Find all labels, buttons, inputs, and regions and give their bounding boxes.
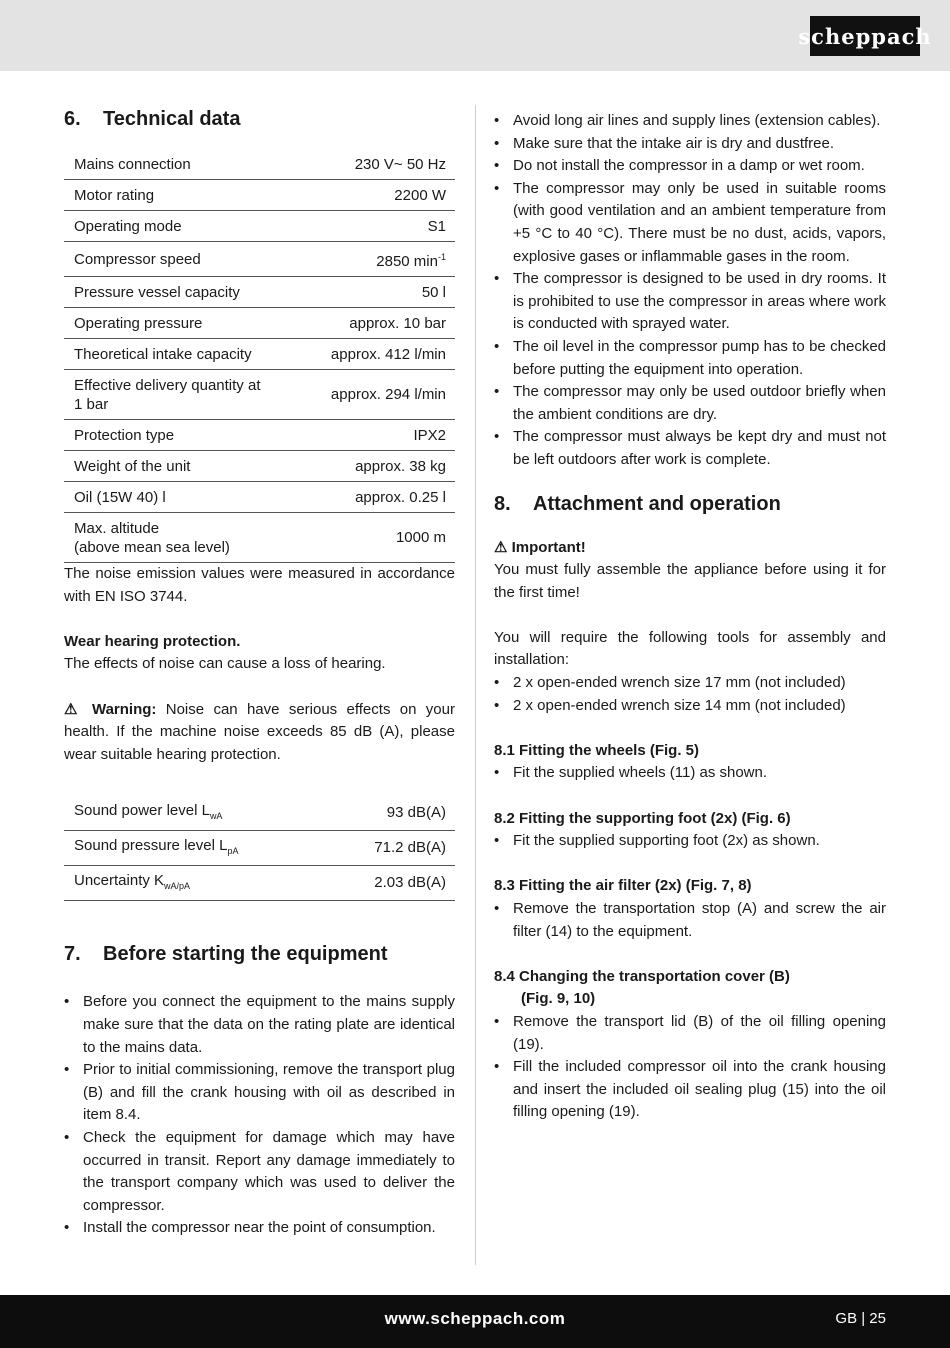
technical-data-table — [64, 149, 455, 563]
list-item: • 2 x open-ended wrench size 17 mm (not included) — [494, 672, 886, 695]
table-row: Sound pressure level $L_{pA}$ 71.2 dB(A) — [64, 831, 455, 866]
warning-icon: ⚠ — [64, 700, 83, 718]
table-row: Max. altitude (above mean sea level) 1000 m — [64, 513, 455, 563]
important-text: You must fully assemble the appliance before using it for the first time! — [494, 561, 886, 601]
table-row: Operating mode S1 — [64, 211, 455, 242]
noise-table — [64, 796, 455, 901]
table-row: Compressor speed 2850 $\min^{-1}$ — [64, 242, 455, 277]
footer-bar — [0, 1295, 950, 1348]
list-item: • 2 x open-ended wrench size 14 mm (not included) — [494, 695, 886, 718]
noise-warning: ⚠ Warning: Noise can have serious effects on your health. If the machine noise exceeds 85 dB (A), please wear suitable hearing protection. — [64, 700, 455, 763]
hearing-protection-title: Wear hearing protection. — [64, 632, 241, 650]
section-8-heading: 8. Attachment and operation — [494, 492, 781, 515]
column-divider — [475, 105, 476, 1265]
list-item: • Before you connect the equipment to the mains supply make sure that the data on the rating plate are identical to the mains data. — [64, 991, 455, 1059]
subsection-8-2-title: 8.2 Fitting the supporting foot (2x) (Fig. 6) — [494, 809, 791, 827]
table-row: Motor rating 2200 W — [64, 180, 455, 211]
list-item: • Avoid long air lines and supply lines (extension cables). — [494, 110, 886, 133]
list-item: • Remove the transport lid (B) of the oil filling opening (19). — [494, 1011, 886, 1056]
page-number: GB | 25 — [835, 1310, 886, 1327]
list-item: • The oil level in the compressor pump has to be checked before putting the equipment into operation. — [494, 336, 886, 381]
tools-intro: You will require the following tools for assembly and installation: — [494, 628, 886, 669]
right-column — [494, 110, 886, 1124]
table-row: Operating pressure approx. 10 bar — [64, 308, 455, 339]
table-row: Effective delivery quantity at 1 bar approx. 294 l/min — [64, 370, 455, 420]
list-item: • Install the compressor near the point of consumption. — [64, 1217, 455, 1240]
important-title: ⚠ Important! — [494, 538, 586, 556]
table-row: Protection type IPX2 — [64, 420, 455, 451]
hearing-protection-text: The effects of noise can cause a loss of hearing. — [64, 655, 386, 673]
list-item: • The compressor is designed to be used in dry rooms. It is prohibited to use the compressor in areas where work is conducted with sprayed water. — [494, 268, 886, 336]
brand-logo: scheppach — [810, 16, 920, 56]
table-row: Oil (15W 40) l approx. 0.25 l — [64, 482, 455, 513]
list-item: • Fit the supplied supporting foot (2x) as shown. — [494, 830, 886, 853]
subsection-8-4-list — [494, 1011, 886, 1124]
list-item: • Remove the transportation stop (A) and screw the air filter (14) to the equipment. — [494, 898, 886, 943]
section-7-heading: 7. Before starting the equipment — [64, 943, 388, 966]
section-7-list — [64, 991, 455, 1240]
subsection-8-3-list — [494, 898, 886, 943]
table-row: Sound power level $L_{wA}$ 93 dB(A) — [64, 796, 455, 831]
list-item: • Fit the supplied wheels (11) as shown. — [494, 762, 886, 785]
section-6-heading: 6. Technical data — [64, 108, 241, 130]
list-item: • The compressor may only be used outdoor briefly when the ambient conditions are dry. — [494, 381, 886, 426]
subsection-8-1-list — [494, 762, 886, 785]
header-bar — [0, 0, 950, 71]
list-item: • Prior to initial commissioning, remove the transport plug (B) and fill the crank housing with oil as described in item 8.4. — [64, 1059, 455, 1127]
table-row: Weight of the unit approx. 38 kg — [64, 451, 455, 482]
list-item: • Fill the included compressor oil into the crank housing and insert the included oil sealing plug (15) into the oil filling opening (19). — [494, 1056, 886, 1124]
table-row: Theoretical intake capacity approx. 412 l/min — [64, 339, 455, 370]
website-link[interactable]: www.scheppach.com — [384, 1309, 566, 1328]
table-row: Pressure vessel capacity 50 l — [64, 277, 455, 308]
table-row: Mains connection 230 V~ 50 Hz — [64, 149, 455, 180]
list-item: • The compressor must always be kept dry and must not be left outdoors after work is complete. — [494, 426, 886, 471]
tools-list — [494, 672, 886, 717]
subsection-8-1-title: 8.1 Fitting the wheels (Fig. 5) — [494, 741, 700, 759]
list-item: • The compressor may only be used in suitable rooms (with good ventilation and an ambient temperature from +5 °C to 40 °C). There must be no dust, acids, vapors, explosive gases or inflammable gases in the room. — [494, 178, 886, 268]
subsection-8-3-title: 8.3 Fitting the air filter (2x) (Fig. 7, 8) — [494, 877, 752, 895]
warning-icon: ⚠ — [494, 538, 508, 556]
list-item: • Make sure that the intake air is dry and dustfree. — [494, 133, 886, 156]
left-column — [64, 100, 455, 1240]
subsection-8-4-title: 8.4 Changing the transportation cover (B) (Fig. 9, 10) — [494, 967, 790, 1008]
subsection-8-2-list — [494, 830, 886, 853]
noise-measurement-note: The noise emission values were measured in accordance with EN ISO 3744. — [64, 565, 455, 605]
section-7-continued-list — [494, 110, 886, 472]
list-item: • Check the equipment for damage which may have occurred in transit. Report any damage immediately to the transport company which was used to deliver the compressor. — [64, 1127, 455, 1217]
list-item: • Do not install the compressor in a damp or wet room. — [494, 155, 886, 178]
table-row: Uncertainty $K_{wA/pA}$ 2.03 dB(A) — [64, 866, 455, 901]
